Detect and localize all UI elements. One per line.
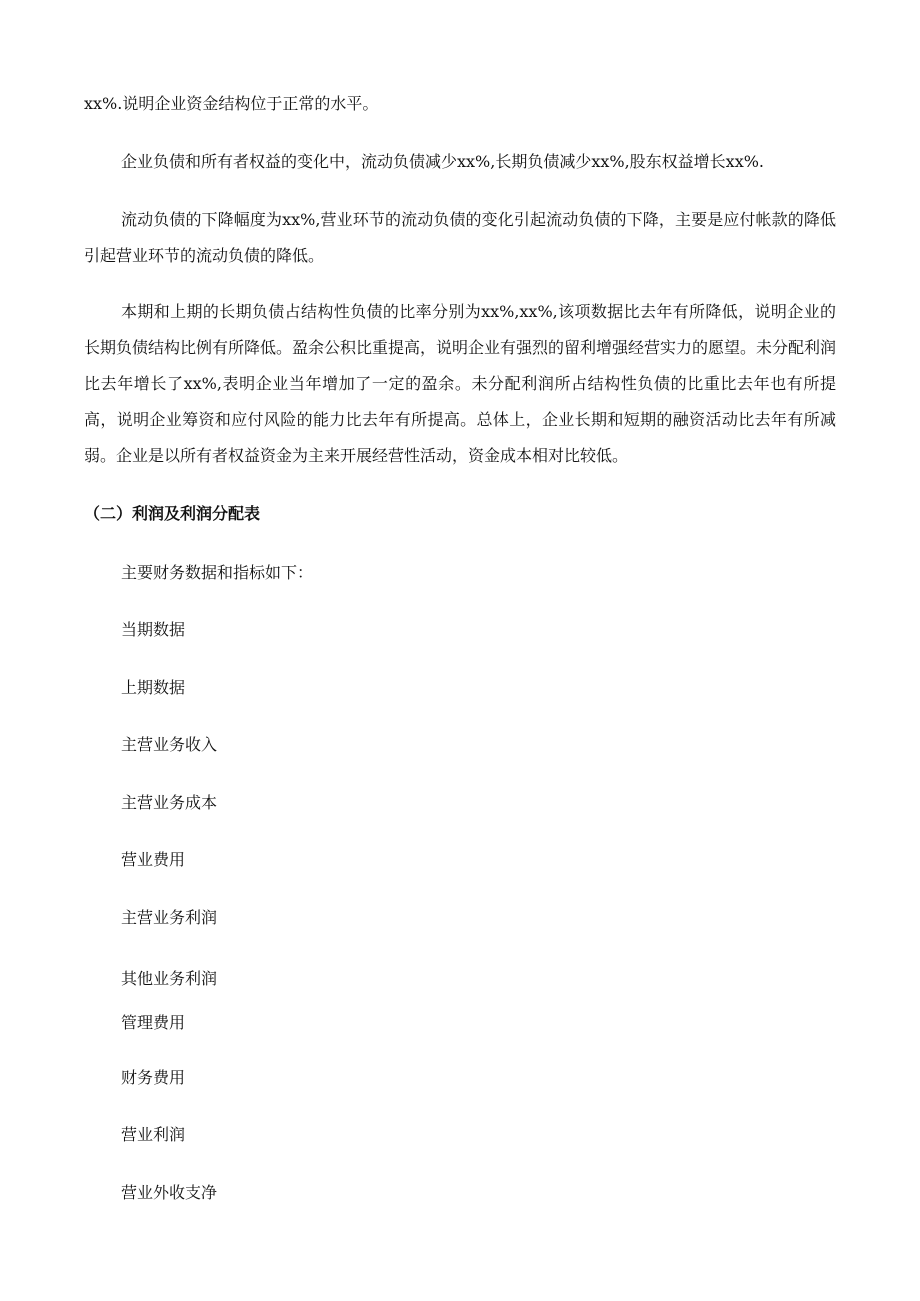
section-heading: （二）利润及利润分配表 — [84, 504, 261, 523]
paragraph-liability-changes: 企业负债和所有者权益的变化中，流动负债减少xx%,长期负债减少xx%,股东权益增长xx%. — [121, 152, 765, 171]
list-item: 主营业务利润 — [121, 908, 218, 927]
paragraph-long-term-liabilities: 本期和上期的长期负债占结构性负债的比率分别为xx%,xx%,该项数据比去年有所降低，说明企业的长期负债结构比例有所降低。盈余公积比重提高，说明企业有强烈的留利增强经营实力的愿望。未分配利润比去年增长了xx%,表明企业当年增加了一定的盈余。未分配利润所占结构性负债的比重比去年也有所提高，说明企业筹资和应付风险的能力比去年有所提高。总体上，企业长期和短期的融资活动比去年有所减弱。企业是以所有者权益资金为主来开展经营性活动，资金成本相对比较低。 — [84, 302, 837, 465]
list-item: 财务费用 — [121, 1068, 186, 1087]
list-item: 主营业务成本 — [121, 793, 218, 812]
paragraph-current-liabilities: 流动负债的下降幅度为xx%,营业环节的流动负债的变化引起流动负债的下降，主要是应付帐款的降低引起营业环节的流动负债的降低。 — [84, 210, 836, 265]
list-item: 营业费用 — [121, 850, 186, 869]
list-item: 当期数据 — [121, 620, 186, 639]
paragraph-continuation: xx%.说明企业资金结构位于正常的水平。 — [84, 94, 379, 113]
list-item: 营业外收支净 — [121, 1183, 218, 1202]
list-item: 营业利润 — [121, 1125, 186, 1144]
list-item: 管理费用 — [121, 1013, 186, 1032]
list-item: 上期数据 — [121, 678, 186, 697]
list-item: 主营业务收入 — [121, 735, 218, 754]
list-item: 其他业务利润 — [121, 969, 218, 988]
intro-text: 主要财务数据和指标如下： — [121, 563, 314, 582]
